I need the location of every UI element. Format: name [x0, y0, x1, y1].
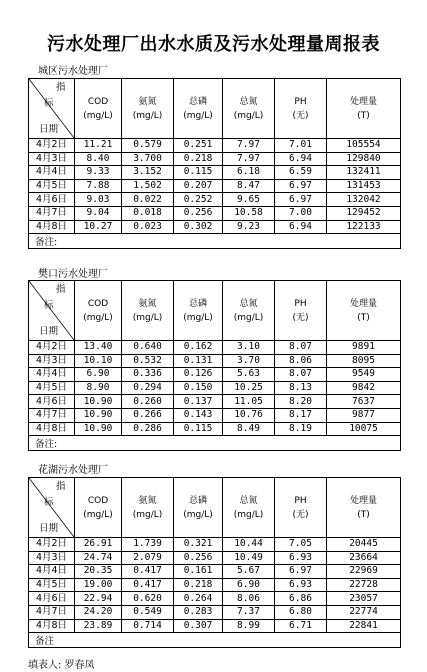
- value-cell: 6.97: [275, 179, 327, 193]
- date-cell: 4月4日: [29, 565, 75, 579]
- column-header-tn: [223, 478, 275, 538]
- value-cell: 0.549: [122, 605, 174, 619]
- value-cell: 132411: [327, 166, 401, 180]
- table-row: [29, 619, 401, 633]
- value-cell: 0.286: [122, 422, 174, 436]
- diagonal-header-cell: [29, 281, 75, 341]
- column-header-cod: [75, 478, 122, 538]
- value-cell: 19.00: [75, 578, 122, 592]
- value-cell: 20.35: [75, 565, 122, 579]
- note-cell: 备注:: [29, 436, 401, 451]
- value-cell: 13.40: [75, 341, 122, 355]
- column-header-volume: [327, 281, 401, 341]
- value-cell: 0.266: [122, 408, 174, 422]
- value-cell: 0.018: [122, 206, 174, 220]
- column-header-tn: [223, 281, 275, 341]
- note-row: [29, 234, 401, 249]
- value-cell: 0.307: [174, 619, 223, 633]
- value-cell: 8.07: [275, 368, 327, 382]
- value-cell: 6.71: [275, 619, 327, 633]
- column-header-tn: [223, 79, 275, 139]
- date-cell: 4月6日: [29, 395, 75, 409]
- date-cell: 4月2日: [29, 538, 75, 552]
- value-cell: 9.03: [75, 193, 122, 207]
- column-header-name: 总氮: [239, 495, 258, 506]
- value-cell: 8.20: [275, 395, 327, 409]
- value-cell: 0.283: [174, 605, 223, 619]
- value-cell: 0.532: [122, 354, 174, 368]
- column-header-name: 氨氮: [138, 298, 157, 309]
- header-date: 日期: [39, 523, 59, 534]
- value-cell: 3.700: [122, 152, 174, 166]
- header-zhi: 指: [56, 82, 66, 93]
- value-cell: 10.27: [75, 220, 122, 234]
- value-cell: 6.18: [223, 166, 275, 180]
- value-cell: 8.06: [223, 592, 275, 606]
- value-cell: 5.67: [223, 565, 275, 579]
- column-header-name: 总磷: [188, 495, 207, 506]
- table-row: [29, 220, 401, 234]
- table-row: [29, 368, 401, 382]
- diagonal-header-cell: [29, 79, 75, 139]
- value-cell: 0.417: [122, 565, 174, 579]
- column-header-name: 处理量: [349, 96, 377, 107]
- column-header-name: 氨氮: [138, 96, 157, 107]
- value-cell: 10.10: [75, 354, 122, 368]
- value-cell: 8095: [327, 354, 401, 368]
- value-cell: 22774: [327, 605, 401, 619]
- value-cell: 5.63: [223, 368, 275, 382]
- column-header-unit: (mg/L): [183, 509, 213, 520]
- table-row: [29, 565, 401, 579]
- table-row: [29, 395, 401, 409]
- value-cell: 6.86: [275, 592, 327, 606]
- header-zhi: 指: [56, 284, 66, 295]
- value-cell: 8.13: [275, 381, 327, 395]
- column-header-unit: (T): [357, 509, 370, 520]
- column-header-unit: (mg/L): [83, 110, 113, 121]
- value-cell: 131453: [327, 179, 401, 193]
- section-label: 城区污水处理厂: [38, 66, 108, 77]
- column-header-name: 处理量: [349, 495, 377, 506]
- column-header-cod: [75, 281, 122, 341]
- column-header-ph: [275, 79, 327, 139]
- report-title: 污水处理厂出水水质及污水处理量周报表: [47, 34, 380, 55]
- value-cell: 6.80: [275, 605, 327, 619]
- value-cell: 6.94: [275, 220, 327, 234]
- value-cell: 3.152: [122, 166, 174, 180]
- value-cell: 10.25: [223, 381, 275, 395]
- column-header-name: COD: [87, 96, 109, 107]
- table-row: [29, 354, 401, 368]
- note-row: [29, 436, 401, 451]
- date-cell: 4月7日: [29, 408, 75, 422]
- table-row: [29, 139, 401, 153]
- value-cell: 6.90: [223, 578, 275, 592]
- column-header-unit: (无): [292, 509, 309, 520]
- date-cell: 4月6日: [29, 193, 75, 207]
- value-cell: 0.022: [122, 193, 174, 207]
- date-cell: 4月3日: [29, 354, 75, 368]
- value-cell: 0.264: [174, 592, 223, 606]
- water-quality-table: [28, 280, 401, 451]
- value-cell: 0.251: [174, 139, 223, 153]
- value-cell: 0.417: [122, 578, 174, 592]
- column-header-name: PH: [294, 298, 307, 309]
- value-cell: 7.05: [275, 538, 327, 552]
- value-cell: 23057: [327, 592, 401, 606]
- column-header-unit: (无): [292, 110, 309, 121]
- note-row: [29, 633, 401, 648]
- column-header-unit: (mg/L): [183, 110, 213, 121]
- value-cell: 0.137: [174, 395, 223, 409]
- value-cell: 0.252: [174, 193, 223, 207]
- header-date: 日期: [39, 326, 59, 337]
- value-cell: 132042: [327, 193, 401, 207]
- value-cell: 11.05: [223, 395, 275, 409]
- table-row: [29, 538, 401, 552]
- value-cell: 10.44: [223, 538, 275, 552]
- value-cell: 0.294: [122, 381, 174, 395]
- value-cell: 0.640: [122, 341, 174, 355]
- note-cell: 备注: [29, 633, 401, 648]
- column-header-name: 总磷: [188, 298, 207, 309]
- table-row: [29, 408, 401, 422]
- value-cell: 8.40: [75, 152, 122, 166]
- column-header-unit: (mg/L): [83, 312, 113, 323]
- diagonal-header-cell: [29, 478, 75, 538]
- value-cell: 10.90: [75, 395, 122, 409]
- date-cell: 4月3日: [29, 152, 75, 166]
- value-cell: 8.49: [223, 422, 275, 436]
- column-header-unit: (mg/L): [233, 509, 264, 520]
- table-row: [29, 381, 401, 395]
- column-header-tp: [174, 79, 223, 139]
- date-cell: 4月8日: [29, 619, 75, 633]
- value-cell: 9842: [327, 381, 401, 395]
- column-header-name: 总磷: [188, 96, 207, 107]
- date-cell: 4月5日: [29, 381, 75, 395]
- column-header-tp: [174, 478, 223, 538]
- date-cell: 4月3日: [29, 551, 75, 565]
- table-row: [29, 578, 401, 592]
- value-cell: 6.97: [275, 193, 327, 207]
- value-cell: 0.302: [174, 220, 223, 234]
- date-cell: 4月5日: [29, 179, 75, 193]
- filler-name: 填表人: 罗春凤: [28, 660, 95, 671]
- value-cell: 122133: [327, 220, 401, 234]
- column-header-name: PH: [294, 495, 307, 506]
- column-header-name: 总氮: [239, 96, 258, 107]
- value-cell: 0.207: [174, 179, 223, 193]
- value-cell: 26.91: [75, 538, 122, 552]
- table-row: [29, 206, 401, 220]
- value-cell: 6.97: [275, 565, 327, 579]
- column-header-unit: (mg/L): [132, 110, 163, 121]
- value-cell: 1.739: [122, 538, 174, 552]
- value-cell: 8.90: [75, 381, 122, 395]
- value-cell: 22969: [327, 565, 401, 579]
- value-cell: 9.65: [223, 193, 275, 207]
- value-cell: 20445: [327, 538, 401, 552]
- column-header-unit: (mg/L): [83, 509, 113, 520]
- value-cell: 11.21: [75, 139, 122, 153]
- value-cell: 6.93: [275, 551, 327, 565]
- header-biao: 标: [44, 300, 54, 311]
- value-cell: 7637: [327, 395, 401, 409]
- value-cell: 22.94: [75, 592, 122, 606]
- column-header-ammonia: [122, 79, 174, 139]
- column-header-name: 处理量: [349, 298, 377, 309]
- value-cell: 3.10: [223, 341, 275, 355]
- value-cell: 0.336: [122, 368, 174, 382]
- value-cell: 10.58: [223, 206, 275, 220]
- water-quality-table: [28, 477, 401, 648]
- value-cell: 8.19: [275, 422, 327, 436]
- water-quality-table: [28, 78, 401, 249]
- column-header-name: 氨氮: [138, 495, 157, 506]
- column-header-unit: (无): [292, 312, 309, 323]
- table-row: [29, 166, 401, 180]
- value-cell: 0.256: [174, 206, 223, 220]
- column-header-cod: [75, 79, 122, 139]
- date-cell: 4月7日: [29, 605, 75, 619]
- date-cell: 4月5日: [29, 578, 75, 592]
- column-header-unit: (T): [357, 312, 370, 323]
- value-cell: 10075: [327, 422, 401, 436]
- value-cell: 23.89: [75, 619, 122, 633]
- date-cell: 4月6日: [29, 592, 75, 606]
- value-cell: 0.579: [122, 139, 174, 153]
- column-header-tp: [174, 281, 223, 341]
- column-header-unit: (T): [357, 110, 370, 121]
- value-cell: 10.49: [223, 551, 275, 565]
- date-cell: 4月8日: [29, 220, 75, 234]
- value-cell: 0.260: [122, 395, 174, 409]
- section-label: 花湖污水处理厂: [38, 465, 108, 476]
- value-cell: 6.90: [75, 368, 122, 382]
- date-cell: 4月4日: [29, 368, 75, 382]
- column-header-name: PH: [294, 96, 307, 107]
- value-cell: 0.143: [174, 408, 223, 422]
- value-cell: 9.04: [75, 206, 122, 220]
- value-cell: 22841: [327, 619, 401, 633]
- table-row: [29, 179, 401, 193]
- table-row: [29, 341, 401, 355]
- value-cell: 0.321: [174, 538, 223, 552]
- header-zhi: 指: [56, 481, 66, 492]
- value-cell: 7.97: [223, 152, 275, 166]
- value-cell: 9549: [327, 368, 401, 382]
- column-header-ph: [275, 281, 327, 341]
- header-date: 日期: [39, 124, 59, 135]
- value-cell: 10.76: [223, 408, 275, 422]
- value-cell: 2.079: [122, 551, 174, 565]
- table-header-row: [29, 281, 401, 341]
- column-header-volume: [327, 478, 401, 538]
- value-cell: 8.17: [275, 408, 327, 422]
- value-cell: 3.70: [223, 354, 275, 368]
- value-cell: 6.94: [275, 152, 327, 166]
- value-cell: 6.59: [275, 166, 327, 180]
- value-cell: 23664: [327, 551, 401, 565]
- value-cell: 8.47: [223, 179, 275, 193]
- value-cell: 7.00: [275, 206, 327, 220]
- value-cell: 7.88: [75, 179, 122, 193]
- column-header-unit: (mg/L): [132, 312, 163, 323]
- value-cell: 0.150: [174, 381, 223, 395]
- value-cell: 0.126: [174, 368, 223, 382]
- value-cell: 7.97: [223, 139, 275, 153]
- table-row: [29, 551, 401, 565]
- value-cell: 10.90: [75, 408, 122, 422]
- value-cell: 9891: [327, 341, 401, 355]
- header-biao: 标: [44, 497, 54, 508]
- column-header-unit: (mg/L): [233, 110, 264, 121]
- column-header-volume: [327, 79, 401, 139]
- table-row: [29, 592, 401, 606]
- table-row: [29, 422, 401, 436]
- column-header-ph: [275, 478, 327, 538]
- value-cell: 105554: [327, 139, 401, 153]
- value-cell: 1.502: [122, 179, 174, 193]
- column-header-name: COD: [87, 495, 109, 506]
- value-cell: 0.256: [174, 551, 223, 565]
- value-cell: 0.115: [174, 422, 223, 436]
- value-cell: 24.74: [75, 551, 122, 565]
- date-cell: 4月8日: [29, 422, 75, 436]
- column-header-unit: (mg/L): [183, 312, 213, 323]
- value-cell: 7.01: [275, 139, 327, 153]
- value-cell: 0.115: [174, 166, 223, 180]
- value-cell: 0.023: [122, 220, 174, 234]
- value-cell: 0.161: [174, 565, 223, 579]
- value-cell: 7.37: [223, 605, 275, 619]
- column-header-unit: (mg/L): [233, 312, 264, 323]
- value-cell: 0.714: [122, 619, 174, 633]
- value-cell: 0.218: [174, 578, 223, 592]
- column-header-ammonia: [122, 281, 174, 341]
- table-row: [29, 193, 401, 207]
- value-cell: 9.33: [75, 166, 122, 180]
- column-header-ammonia: [122, 478, 174, 538]
- date-cell: 4月4日: [29, 166, 75, 180]
- table-header-row: [29, 79, 401, 139]
- value-cell: 0.162: [174, 341, 223, 355]
- value-cell: 9.23: [223, 220, 275, 234]
- section-label: 樊口污水处理厂: [38, 269, 108, 280]
- value-cell: 0.620: [122, 592, 174, 606]
- value-cell: 10.90: [75, 422, 122, 436]
- table-header-row: [29, 478, 401, 538]
- value-cell: 8.99: [223, 619, 275, 633]
- value-cell: 0.131: [174, 354, 223, 368]
- header-biao: 标: [44, 98, 54, 109]
- date-cell: 4月2日: [29, 341, 75, 355]
- column-header-unit: (mg/L): [132, 509, 163, 520]
- column-header-name: COD: [87, 298, 109, 309]
- value-cell: 129840: [327, 152, 401, 166]
- value-cell: 24.20: [75, 605, 122, 619]
- table-row: [29, 605, 401, 619]
- date-cell: 4月7日: [29, 206, 75, 220]
- value-cell: 0.218: [174, 152, 223, 166]
- value-cell: 22728: [327, 578, 401, 592]
- column-header-name: 总氮: [239, 298, 258, 309]
- value-cell: 6.93: [275, 578, 327, 592]
- value-cell: 8.07: [275, 341, 327, 355]
- date-cell: 4月2日: [29, 139, 75, 153]
- value-cell: 8.06: [275, 354, 327, 368]
- value-cell: 9877: [327, 408, 401, 422]
- table-row: [29, 152, 401, 166]
- note-cell: 备注:: [29, 234, 401, 249]
- value-cell: 129452: [327, 206, 401, 220]
